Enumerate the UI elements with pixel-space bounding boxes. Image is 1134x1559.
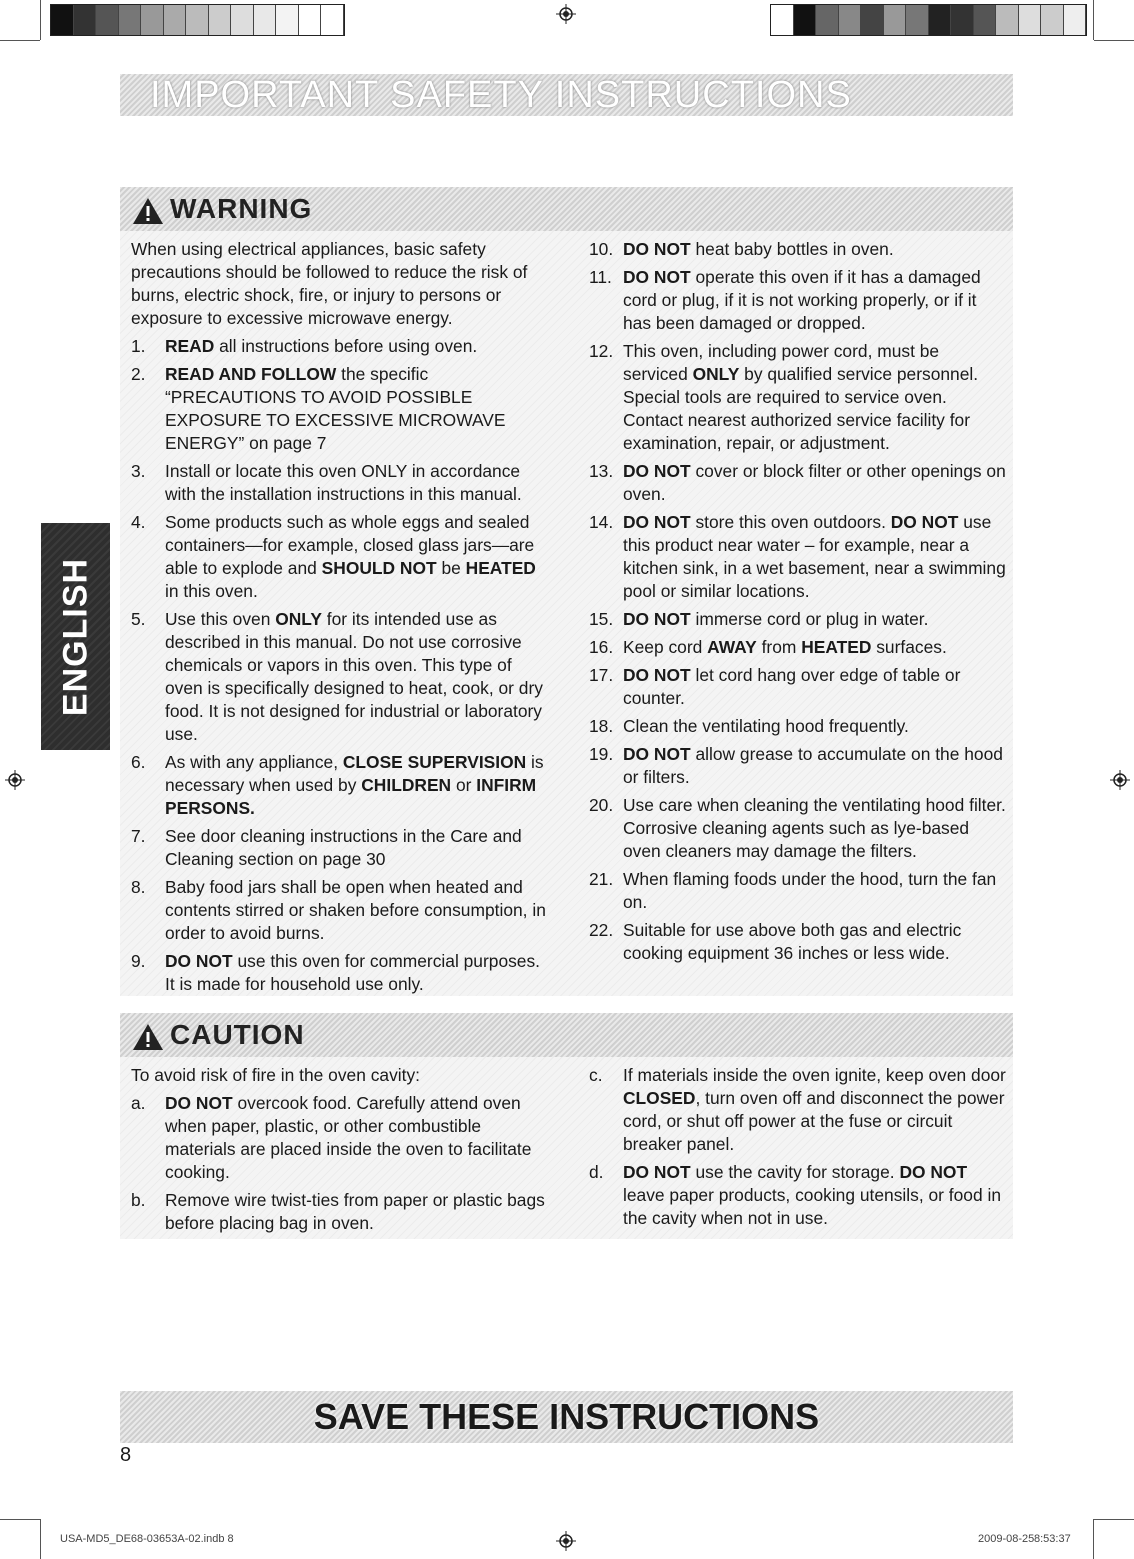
emphasis-text: DO NOT xyxy=(165,951,233,971)
page-title: IMPORTANT SAFETY INSTRUCTIONS xyxy=(150,74,852,116)
body-text: from xyxy=(756,637,802,657)
list-item-text xyxy=(623,460,1007,506)
body-text: Some products such as whole eggs and sealed containers—for example, closed glass jars—are able to explode and xyxy=(165,512,535,578)
list-item xyxy=(131,363,546,455)
registration-mark-icon xyxy=(1110,770,1130,790)
list-item-text xyxy=(165,363,546,455)
list-item-text xyxy=(623,636,1007,659)
language-tab xyxy=(41,523,110,750)
list-item xyxy=(131,608,546,746)
list-item-text xyxy=(165,876,546,945)
body-text: use this oven for commercial purposes. It is made for household use only. xyxy=(165,951,541,994)
list-item xyxy=(589,1064,1007,1156)
emphasis-text: DO NOT xyxy=(623,461,691,481)
body-text: all instructions before using oven. xyxy=(214,336,478,356)
body-text: overcook food. Carefully attend oven when paper, plastic, or other combustible materials are placed inside the oven to facilitate cooking. xyxy=(165,1093,532,1182)
body-text: Clean the ventilating hood frequently. xyxy=(623,716,909,736)
list-item-number: 22. xyxy=(589,920,614,940)
crop-mark xyxy=(1094,40,1134,41)
list-item-text xyxy=(623,743,1007,789)
list-item-number: 6. xyxy=(131,752,146,772)
list-item xyxy=(131,751,546,820)
list-item-text xyxy=(623,608,1007,631)
emphasis-text: DO NOT xyxy=(623,267,691,287)
list-item-number: 5. xyxy=(131,609,146,629)
emphasis-text: CLOSED xyxy=(623,1088,696,1108)
body-text: surfaces. xyxy=(871,637,947,657)
body-text: in this oven. xyxy=(165,581,258,601)
registration-mark-icon xyxy=(556,4,576,24)
warning-triangle-icon xyxy=(132,1023,164,1051)
list-item-number: 11. xyxy=(589,267,612,287)
caution-column-left xyxy=(131,1064,546,1240)
crop-mark xyxy=(1093,0,1094,40)
body-text: or xyxy=(451,775,477,795)
list-item-text xyxy=(165,1092,546,1184)
color-bar-left xyxy=(50,4,345,36)
emphasis-text: DO NOT xyxy=(623,512,691,532)
print-date: 2009-08-25 xyxy=(978,1533,1035,1545)
warning-list-left xyxy=(131,335,546,996)
body-text: Suitable for use above both gas and electric cooking equipment 36 inches or less wide. xyxy=(623,920,962,963)
save-instructions-banner xyxy=(120,1391,1013,1443)
language-tab-label: ENGLISH xyxy=(56,557,94,716)
print-file-info: USA-MD5_DE68-03653A-02.indb 8 xyxy=(60,1533,234,1545)
emphasis-text: DO NOT xyxy=(623,665,691,685)
caution-column-right xyxy=(589,1064,1007,1235)
body-text: See door cleaning instructions in the Care and Cleaning section on page 30 xyxy=(165,826,522,869)
list-item-number: 7. xyxy=(131,826,146,846)
list-item xyxy=(589,238,1007,261)
list-item xyxy=(589,664,1007,710)
list-item xyxy=(589,1161,1007,1230)
list-item xyxy=(131,335,546,358)
caution-heading-label: CAUTION xyxy=(170,1019,305,1050)
list-item-text xyxy=(623,340,1007,455)
registration-mark-icon xyxy=(556,1531,576,1551)
emphasis-text: DO NOT xyxy=(623,744,691,764)
emphasis-text: ONLY xyxy=(275,609,322,629)
body-text: use this product near water – for example, near a kitchen sink, in a wet basement, near a swimming pool or similar locations. xyxy=(623,512,1006,601)
color-bar-right xyxy=(770,4,1087,36)
list-item-number: 3. xyxy=(131,461,146,481)
list-item-text xyxy=(623,238,1007,261)
body-text: Use care when cleaning the ventilating hood filter. Corrosive cleaning agents such as lye-based oven cleaners may damage the filters. xyxy=(623,795,1006,861)
list-item-text xyxy=(623,868,1007,914)
list-item-text xyxy=(623,664,1007,710)
caution-intro: To avoid risk of fire in the oven cavity: xyxy=(131,1065,421,1085)
emphasis-text: AWAY xyxy=(707,637,757,657)
list-item-number: 4. xyxy=(131,512,146,532)
caution-list-right xyxy=(589,1064,1007,1230)
crop-mark xyxy=(40,1519,41,1559)
list-item xyxy=(589,715,1007,738)
list-item-text xyxy=(623,919,1007,965)
body-text: When flaming foods under the hood, turn the fan on. xyxy=(623,869,997,912)
list-item-number: 17. xyxy=(589,665,614,685)
body-text: cover or block filter or other openings on oven. xyxy=(623,461,1006,504)
body-text: Baby food jars shall be open when heated and contents stirred or shaken before consumption, in order to avoid burns. xyxy=(165,877,546,943)
warning-triangle-icon xyxy=(132,197,164,225)
list-item-text xyxy=(165,335,546,358)
list-item-number: 9. xyxy=(131,951,146,971)
list-item-number: 20. xyxy=(589,795,614,815)
body-text: , turn oven off and disconnect the power cord, or shut off power at the fuse or circuit breaker panel. xyxy=(623,1088,1005,1154)
warning-column-left xyxy=(131,238,546,1001)
emphasis-text: READ xyxy=(165,336,215,356)
body-text: As with any appliance, xyxy=(165,752,343,772)
list-item xyxy=(589,511,1007,603)
list-item xyxy=(589,868,1007,914)
warning-heading xyxy=(120,187,1013,231)
list-item xyxy=(589,460,1007,506)
body-text: Install or locate this oven ONLY in accordance with the installation instructions in this manual. xyxy=(165,461,522,504)
list-item xyxy=(589,794,1007,863)
list-item-number: b. xyxy=(131,1190,146,1210)
crop-mark xyxy=(1094,1519,1134,1520)
page-number: 8 xyxy=(120,1444,132,1466)
warning-intro: When using electrical appliances, basic safety precautions should be followed to reduce the risk of burns, electric shock, fire, or injury to persons or exposure to excessive microwave energy. xyxy=(131,239,528,328)
list-item-text xyxy=(165,950,546,996)
body-text: operate this oven if it has a damaged cord or plug, if it is not working properly, or if it has been damaged or dropped. xyxy=(623,267,981,333)
caution-heading xyxy=(120,1013,1013,1057)
list-item xyxy=(589,266,1007,335)
crop-mark xyxy=(0,40,40,41)
list-item-number: 18. xyxy=(589,716,614,736)
save-instructions-text: SAVE THESE INSTRUCTIONS xyxy=(313,1396,820,1437)
emphasis-text: ONLY xyxy=(692,364,740,384)
registration-mark-icon xyxy=(5,770,25,790)
list-item-number: 10. xyxy=(589,239,614,259)
body-text: allow grease to accumulate on the hood or filters. xyxy=(623,744,1003,787)
emphasis-text: DO NOT xyxy=(623,239,691,259)
body-text: by qualified service personnel. Special tools are required to service oven. Contact nearest authorized service facility for examination, repair, or adjustment. xyxy=(623,364,979,453)
emphasis-text: DO NOT xyxy=(899,1162,968,1182)
emphasis-text: CHILDREN xyxy=(361,775,452,795)
list-item-text xyxy=(165,751,546,820)
body-text: store this oven outdoors. xyxy=(690,512,891,532)
list-item-number: 1. xyxy=(131,336,146,356)
body-text: Keep cord xyxy=(623,637,708,657)
body-text: Use this oven xyxy=(165,609,276,629)
list-item xyxy=(131,1092,546,1184)
list-item-text xyxy=(623,1161,1007,1230)
body-text: Remove wire twist-ties from paper or plastic bags before placing bag in oven. xyxy=(165,1190,545,1233)
list-item-text xyxy=(623,266,1007,335)
list-item-number: d. xyxy=(589,1162,604,1182)
print-time: 8:53:37 xyxy=(1034,1533,1071,1545)
list-item xyxy=(589,743,1007,789)
body-text: the specific “PRECAUTIONS TO AVOID POSSIBLE EXPOSURE TO EXCESSIVE MICROWAVE ENERGY” on page 7 xyxy=(165,364,506,453)
list-item xyxy=(131,1189,546,1235)
list-item xyxy=(131,950,546,996)
emphasis-text: DO NOT xyxy=(623,1162,691,1182)
list-item xyxy=(589,608,1007,631)
emphasis-text: HEATED xyxy=(801,637,872,657)
list-item-text xyxy=(623,794,1007,863)
list-item-text xyxy=(165,608,546,746)
list-item-text xyxy=(165,511,546,603)
list-item xyxy=(589,636,1007,659)
list-item-number: 8. xyxy=(131,877,146,897)
list-item-text xyxy=(165,1189,546,1235)
emphasis-text: READ AND FOLLOW xyxy=(165,364,337,384)
warning-list-right xyxy=(589,238,1007,965)
list-item-number: 15. xyxy=(589,609,614,629)
emphasis-text: CLOSE SUPERVISION xyxy=(342,752,527,772)
emphasis-text: DO NOT xyxy=(165,1093,233,1113)
emphasis-text: HEATED xyxy=(465,558,536,578)
list-item xyxy=(131,460,546,506)
body-text: for its intended use as described in this manual. Do not use corrosive chemicals or vapors in this oven. This type of oven is specifically designed to heat, cook, or dry food. It is not designed for industrial or laboratory use. xyxy=(165,609,543,744)
body-text: heat baby bottles in oven. xyxy=(690,239,894,259)
emphasis-text: SHOULD NOT xyxy=(321,558,437,578)
list-item-number: 13. xyxy=(589,461,614,481)
body-text: use the cavity for storage. xyxy=(690,1162,900,1182)
list-item-text xyxy=(623,1064,1007,1156)
list-item-number: 2. xyxy=(131,364,146,384)
list-item xyxy=(589,919,1007,965)
list-item xyxy=(589,340,1007,455)
list-item xyxy=(131,876,546,945)
list-item-text xyxy=(165,825,546,871)
body-text: immerse cord or plug in water. xyxy=(690,609,929,629)
page-title-banner xyxy=(120,74,1013,116)
list-item-number: 12. xyxy=(589,341,614,361)
emphasis-text: DO NOT xyxy=(890,512,959,532)
list-item xyxy=(131,511,546,603)
list-item-text xyxy=(623,715,1007,738)
crop-mark xyxy=(1093,1519,1094,1559)
list-item xyxy=(131,825,546,871)
body-text: This oven, including power cord, must be serviced xyxy=(623,341,940,384)
caution-list-left xyxy=(131,1092,546,1235)
body-text: let cord hang over edge of table or counter. xyxy=(623,665,961,708)
list-item-number: a. xyxy=(131,1093,146,1113)
body-text: leave paper products, cooking utensils, or food in the cavity when not in use. xyxy=(623,1185,1001,1228)
list-item-text xyxy=(623,511,1007,603)
warning-heading-label: WARNING xyxy=(170,193,313,224)
warning-column-right xyxy=(589,238,1007,970)
list-item-number: 14. xyxy=(589,512,614,532)
list-item-number: 21. xyxy=(589,869,614,889)
body-text: be xyxy=(436,558,466,578)
list-item-number: 19. xyxy=(589,744,614,764)
body-text: If materials inside the oven ignite, keep oven door xyxy=(623,1065,1006,1085)
list-item-number: c. xyxy=(589,1065,603,1085)
body-text: is necessary when used by xyxy=(165,752,544,795)
list-item-text xyxy=(165,460,546,506)
list-item-number: 16. xyxy=(589,637,614,657)
crop-mark xyxy=(0,1519,40,1520)
crop-mark xyxy=(40,0,41,40)
emphasis-text: DO NOT xyxy=(623,609,691,629)
emphasis-text: INFIRM PERSONS. xyxy=(165,775,537,818)
